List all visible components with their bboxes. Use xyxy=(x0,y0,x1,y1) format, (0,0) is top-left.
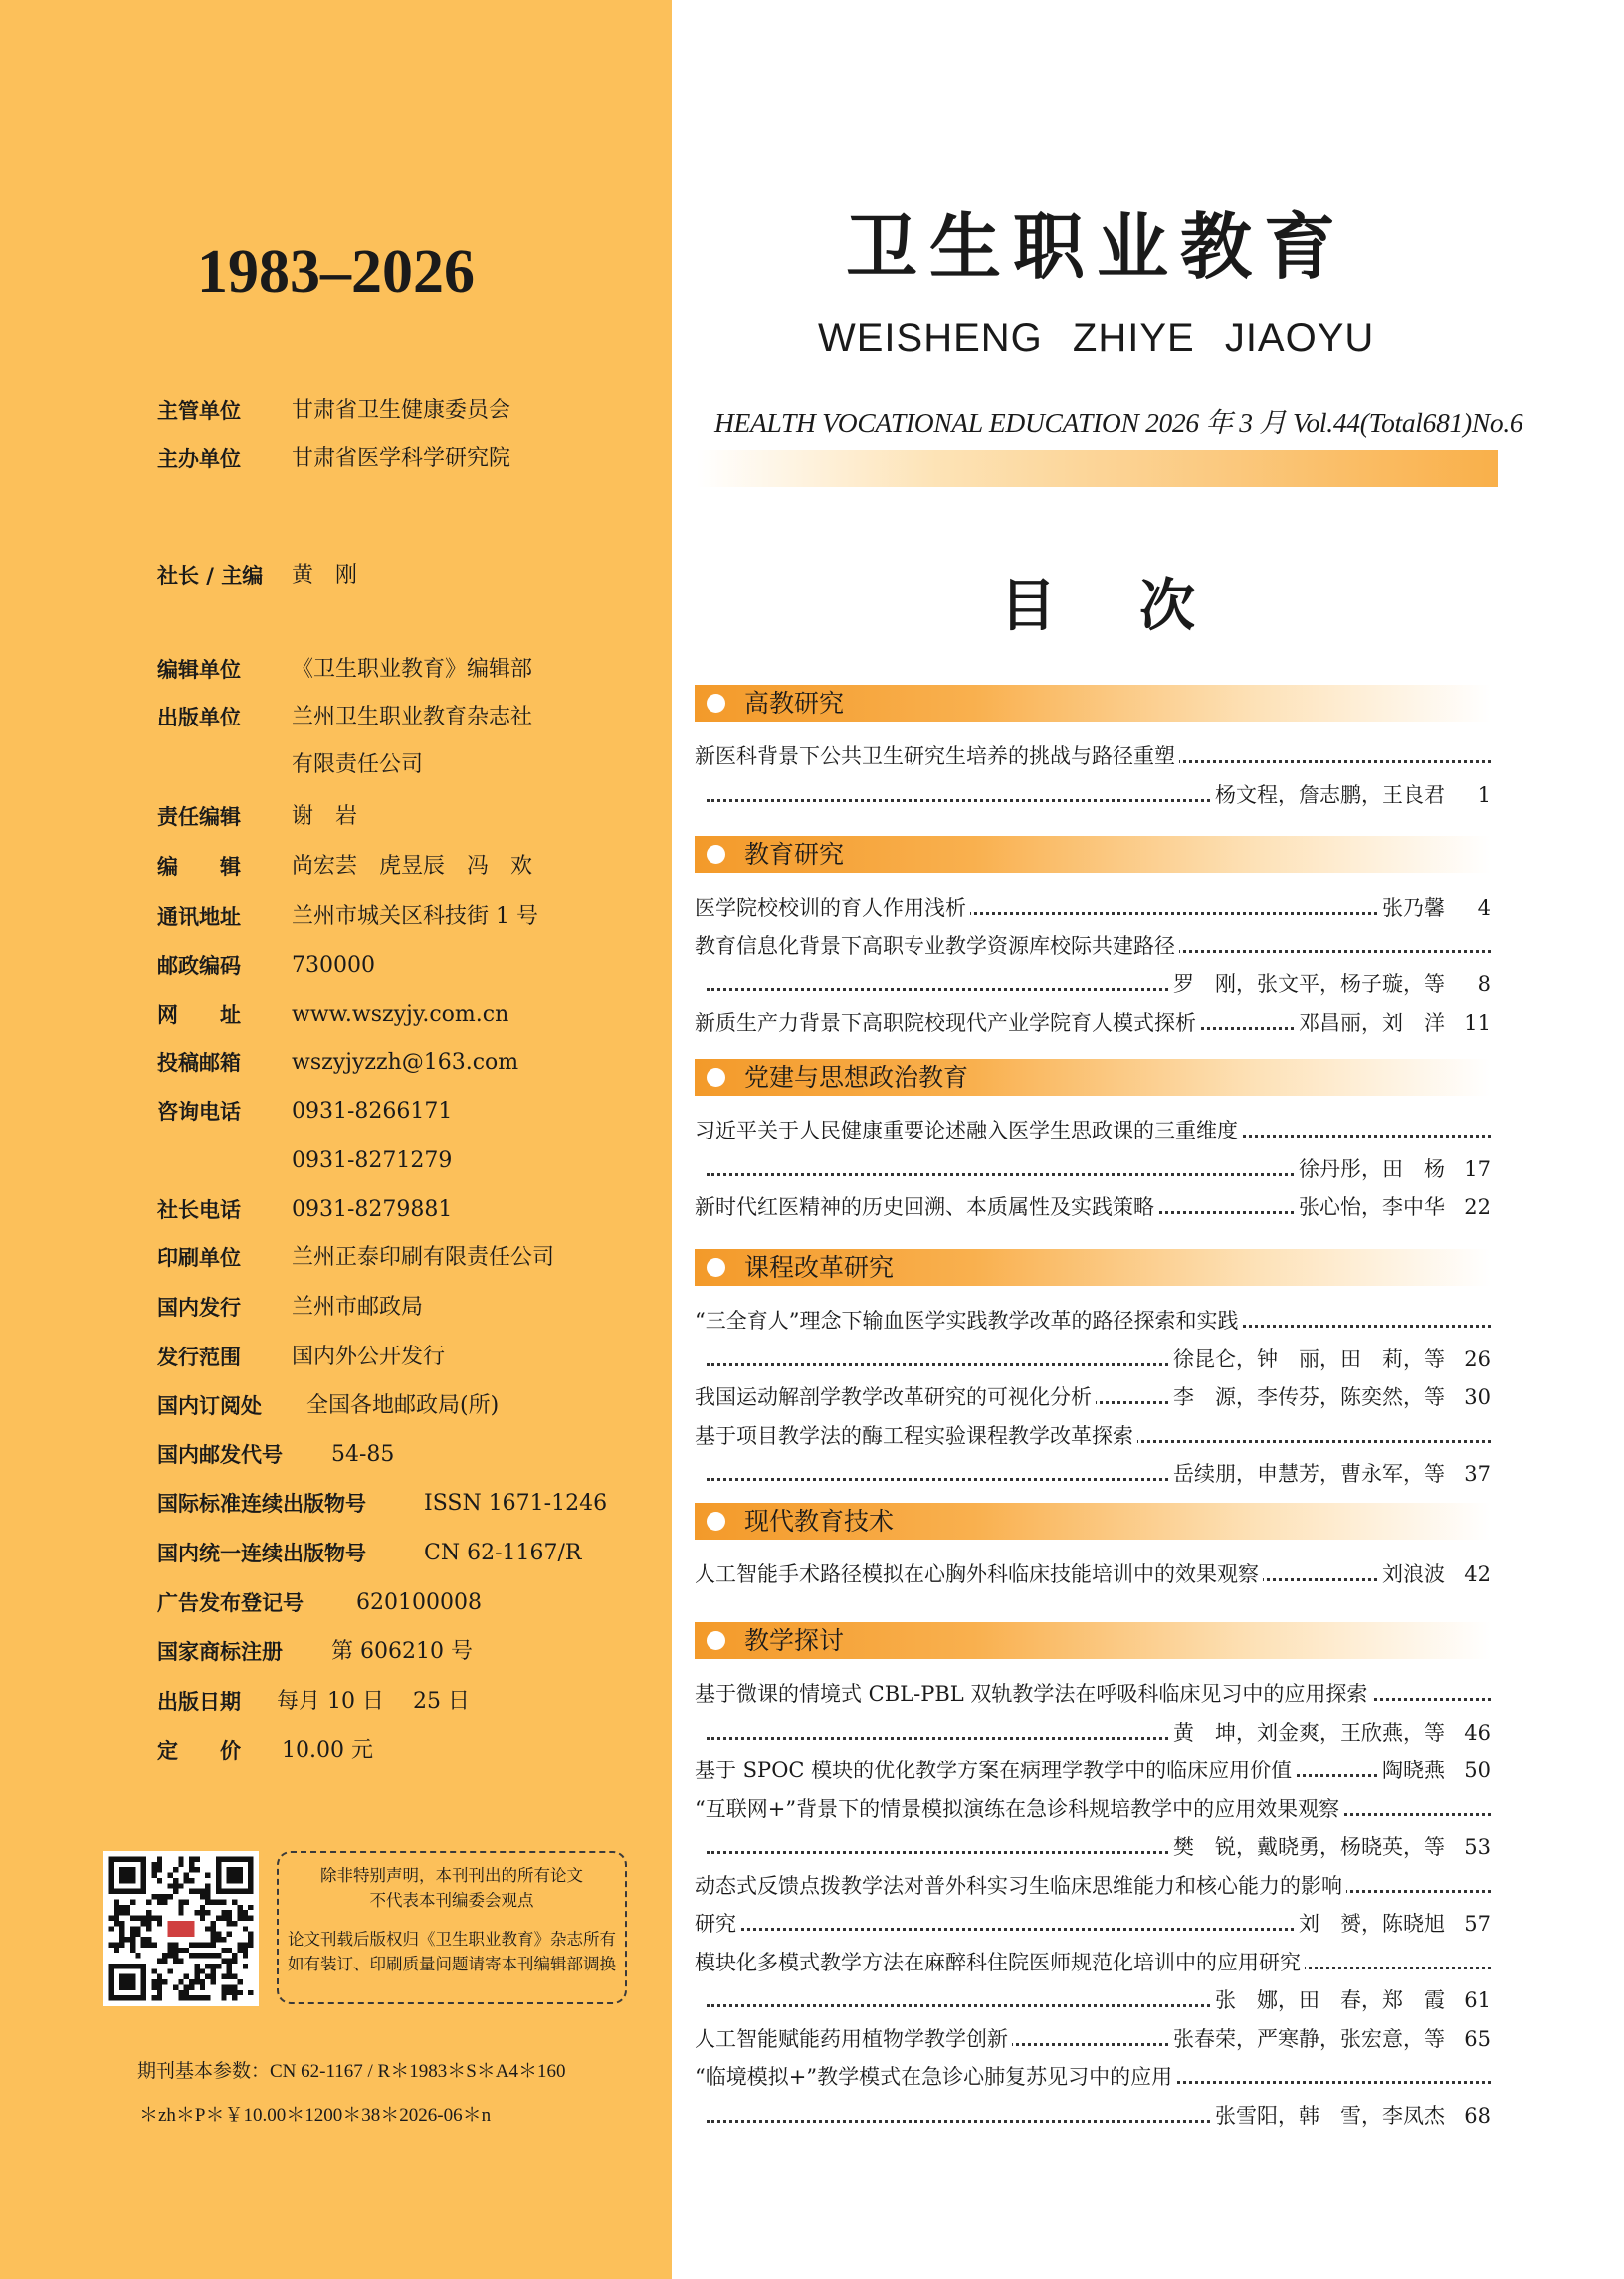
article-meta xyxy=(1169,1380,1491,1414)
toc-heading: 目次 xyxy=(1000,574,1279,639)
article-authors: 徐丹彤，田 杨 xyxy=(1299,1156,1445,1181)
toc-entry-line[interactable] xyxy=(695,930,1491,963)
toc-section-title: 现代教育技术 xyxy=(744,1507,895,1536)
journal-title: 卫生职业教育 xyxy=(846,205,1348,289)
article-authors: 徐昆仑，钟 丽，田 莉，等 xyxy=(1173,1347,1445,1371)
page-number: 57 xyxy=(1464,1912,1491,1936)
toc-entry-line[interactable] xyxy=(695,1006,1491,1040)
article-meta xyxy=(1169,2022,1491,2056)
params-line: 期刊基本参数：CN 62-1167 / R＊1983＊S＊A4＊160 xyxy=(137,2061,566,2082)
journal-title-pinyin: WEISHENG ZHIYE JIAOYU xyxy=(818,316,1375,360)
toc-entry-line[interactable] xyxy=(695,778,1491,812)
info-value: 54-85 xyxy=(331,1442,395,1467)
notice-line: 除非特别声明，本刊刊出的所有论文 xyxy=(320,1866,583,1885)
article-title: 基于微课的情境式 CBL-PBL 双轨教学法在呼吸科临床见习中的应用探索 xyxy=(695,1677,1371,1711)
article-authors: 黄 坤，刘金爽，王欣燕，等 xyxy=(1173,1720,1445,1745)
info-value: 0931-8271279 xyxy=(292,1148,453,1173)
info-value: 兰州市邮政局 xyxy=(292,1295,424,1320)
info-value: 甘肃省卫生健康委员会 xyxy=(292,398,511,423)
toc-entry-line[interactable] xyxy=(695,1457,1491,1491)
info-label: 国内统一连续出版物号 xyxy=(157,1542,366,1565)
info-value: www.wszyjy.com.cn xyxy=(292,1002,509,1027)
info-value: 国内外公开发行 xyxy=(292,1345,446,1369)
article-meta xyxy=(1295,1190,1491,1224)
article-meta xyxy=(1169,1457,1491,1491)
article-meta xyxy=(1211,2099,1491,2133)
qr-code-image xyxy=(103,1851,259,2006)
info-value: CN 62-1167/R xyxy=(424,1541,582,1565)
toc-entry-line[interactable] xyxy=(695,1907,1491,1941)
page-number: 17 xyxy=(1464,1156,1491,1181)
article-meta xyxy=(1169,1343,1491,1376)
article-title: 医学院校校训的育人作用浅析 xyxy=(695,891,970,925)
toc-entry-line[interactable] xyxy=(695,1152,1491,1186)
bullet-dot-icon xyxy=(707,1258,725,1277)
info-value: 兰州市城关区科技街 1 号 xyxy=(292,904,538,929)
article-title: 动态式反馈点拨教学法对普外科实习生临床思维能力和核心能力的影响 xyxy=(695,1869,1346,1903)
article-meta xyxy=(1169,1830,1491,1864)
info-label: 编辑单位 xyxy=(157,658,241,682)
article-title: 新质生产力背景下高职院校现代产业学院育人模式探析 xyxy=(695,1006,1200,1040)
page-number: 11 xyxy=(1464,1010,1491,1035)
article-meta xyxy=(1378,891,1491,925)
article-title: “互联网+”背景下的情景模拟演练在急诊科规培教学中的应用效果观察 xyxy=(695,1792,1343,1826)
article-authors: 陶晓燕 xyxy=(1382,1759,1445,1782)
toc-section-title: 高教研究 xyxy=(744,689,845,718)
info-label: 定 价 xyxy=(157,1739,241,1762)
copyright-notice xyxy=(277,1851,627,2004)
info-value: wszyjyzzh@163.com xyxy=(292,1050,519,1075)
page-number: 53 xyxy=(1464,1835,1491,1859)
article-authors: 杨文程，詹志鹏，王良君 xyxy=(1215,782,1445,807)
article-title: 新医科背景下公共卫生研究生培养的挑战与路径重塑 xyxy=(695,739,1179,773)
notice-line: 不代表本刊编委会观点 xyxy=(369,1891,534,1910)
toc-entry-line[interactable] xyxy=(695,2022,1491,2056)
toc-entry-line[interactable] xyxy=(695,2060,1491,2094)
toc-section-header xyxy=(695,1622,1491,1659)
article-authors: 张 娜，田 春，郑 霞 xyxy=(1215,1988,1445,2012)
page-number: 42 xyxy=(1464,1562,1491,1586)
article-authors: 刘 赟，陈晓旭 xyxy=(1299,1912,1445,1936)
toc-section-header xyxy=(695,1249,1491,1286)
toc-section-title: 教育研究 xyxy=(744,840,845,869)
toc-entry-line[interactable] xyxy=(695,1419,1491,1453)
info-value: 《卫生职业教育》编辑部 xyxy=(292,657,533,682)
toc-entry-line[interactable] xyxy=(695,1304,1491,1338)
info-value: 甘肃省医学科学研究院 xyxy=(292,446,511,471)
toc-entry-line[interactable] xyxy=(695,1792,1491,1826)
article-authors: 张雪阳，韩 雪，李凤杰 xyxy=(1215,2103,1445,2128)
page-number: 4 xyxy=(1477,896,1491,920)
info-value: ISSN 1671-1246 xyxy=(424,1491,608,1516)
toc-section-title: 教学探讨 xyxy=(744,1626,845,1655)
bullet-dot-icon xyxy=(707,694,725,713)
article-authors: 罗 刚，张文平，杨子璇，等 xyxy=(1173,972,1445,996)
toc-section-title: 课程改革研究 xyxy=(744,1253,895,1282)
toc-section-header xyxy=(695,685,1491,722)
article-meta xyxy=(1169,1716,1491,1750)
info-value: 全国各地邮政局(所) xyxy=(306,1393,500,1418)
info-value: 730000 xyxy=(292,953,375,978)
toc-section-header xyxy=(695,836,1491,873)
info-label: 通讯地址 xyxy=(157,905,241,929)
toc-entry-line[interactable] xyxy=(695,1869,1491,1903)
info-label: 咨询电话 xyxy=(157,1100,241,1124)
toc-entry-line[interactable] xyxy=(695,1716,1491,1750)
article-title: 基于项目教学法的酶工程实验课程教学改革探索 xyxy=(695,1419,1137,1453)
bullet-dot-icon xyxy=(707,1068,725,1087)
info-value: 兰州正泰印刷有限责任公司 xyxy=(292,1245,555,1270)
article-title: 习近平关于人民健康重要论述融入医学生思政课的三重维度 xyxy=(695,1114,1242,1147)
article-meta xyxy=(1378,1557,1491,1591)
info-value: 兰州卫生职业教育杂志社 xyxy=(292,705,533,729)
info-value: 每月 10 日 25 日 xyxy=(277,1689,470,1714)
toc-entry-line[interactable] xyxy=(695,1983,1491,2017)
article-title: “临境模拟+”教学模式在急诊心肺复苏见习中的应用 xyxy=(695,2060,1176,2094)
info-label: 网 址 xyxy=(157,1003,241,1027)
article-title: 人工智能手术路径模拟在心胸外科临床技能培训中的效果观察 xyxy=(695,1557,1263,1591)
page-number: 26 xyxy=(1464,1347,1491,1371)
page-number: 1 xyxy=(1477,782,1491,807)
toc-section-header xyxy=(695,1059,1491,1096)
article-meta xyxy=(1169,967,1491,1001)
toc-entry-line[interactable] xyxy=(695,1380,1491,1414)
article-authors: 张乃馨 xyxy=(1382,896,1445,920)
page-number: 61 xyxy=(1464,1988,1491,2012)
info-value: 第 606210 号 xyxy=(331,1639,473,1664)
toc-entry-line[interactable] xyxy=(695,2099,1491,2133)
info-label: 出版日期 xyxy=(157,1690,241,1714)
toc-entry-line[interactable] xyxy=(695,739,1491,773)
bullet-dot-icon xyxy=(707,1631,725,1650)
article-title: 研究 xyxy=(695,1907,740,1941)
page-number: 68 xyxy=(1464,2103,1491,2128)
page-number: 30 xyxy=(1464,1385,1491,1409)
article-title: 人工智能赋能药用植物学教学创新 xyxy=(695,2022,1012,2056)
page-number: 50 xyxy=(1464,1759,1491,1782)
bullet-dot-icon xyxy=(707,845,725,864)
toc-entry-line[interactable] xyxy=(695,1114,1491,1147)
info-value: 尚宏芸 虎昱辰 冯 欢 xyxy=(292,854,533,879)
toc-entry-line[interactable] xyxy=(695,1754,1491,1787)
toc-entry-line[interactable] xyxy=(695,1830,1491,1864)
info-value: 谢 岩 xyxy=(292,804,358,829)
article-authors: 李 源，李传芬，陈奕然，等 xyxy=(1173,1385,1445,1409)
page-number: 37 xyxy=(1464,1462,1491,1486)
page-number: 22 xyxy=(1464,1195,1491,1219)
info-label: 社长 / 主编 xyxy=(157,564,264,588)
page-number: 8 xyxy=(1477,972,1491,996)
toc-entry-line[interactable] xyxy=(695,1677,1491,1711)
info-label: 国家商标注册 xyxy=(157,1640,283,1664)
toc-entry-line[interactable] xyxy=(695,967,1491,1001)
toc-entry-line[interactable] xyxy=(695,891,1491,925)
toc-entry-line[interactable] xyxy=(695,1190,1491,1224)
info-value: 有限责任公司 xyxy=(292,752,424,777)
info-label: 社长电话 xyxy=(157,1198,241,1222)
article-title: 新时代红医精神的历史回溯、本质属性及实践策略 xyxy=(695,1190,1158,1224)
publication-years: 1983–2026 xyxy=(197,238,475,306)
article-meta xyxy=(1295,1907,1491,1941)
article-meta xyxy=(1295,1152,1491,1186)
toc-entry-line[interactable] xyxy=(695,1557,1491,1591)
article-authors: 张心怡，李中华 xyxy=(1299,1195,1445,1219)
page-number: 46 xyxy=(1464,1720,1491,1745)
header-rule-bar xyxy=(697,450,1498,487)
info-sidebar xyxy=(0,0,672,2279)
info-label: 发行范围 xyxy=(157,1346,241,1369)
toc-section-title: 党建与思想政治教育 xyxy=(744,1063,969,1092)
info-value: 0931-8266171 xyxy=(292,1099,453,1124)
info-label: 国际标准连续出版物号 xyxy=(157,1492,366,1516)
toc-section-header xyxy=(695,1503,1491,1540)
info-label: 编 辑 xyxy=(157,855,241,879)
info-label: 出版单位 xyxy=(157,706,241,729)
info-value: 10.00 元 xyxy=(282,1738,373,1762)
info-label: 邮政编码 xyxy=(157,954,241,978)
journal-parameters xyxy=(137,2050,566,2138)
info-value: 黄 刚 xyxy=(292,563,358,588)
article-title: 教育信息化背景下高职专业教学资源库校际共建路径 xyxy=(695,930,1179,963)
info-label: 国内邮发代号 xyxy=(157,1443,283,1467)
info-label: 国内发行 xyxy=(157,1296,241,1320)
article-authors: 邓昌丽，刘 洋 xyxy=(1299,1010,1445,1035)
article-title: 模块化多模式教学方法在麻醉科住院医师规范化培训中的应用研究 xyxy=(695,1946,1305,1979)
toc-entry-line[interactable] xyxy=(695,1343,1491,1376)
article-title: 我国运动解剖学教学改革研究的可视化分析 xyxy=(695,1380,1096,1414)
info-label: 主管单位 xyxy=(157,399,241,423)
notice-line: 如有装订、印刷质量问题请寄本刊编辑部调换 xyxy=(288,1955,616,1973)
article-authors: 樊 锐，戴晓勇，杨晓英，等 xyxy=(1173,1835,1445,1859)
params-line: ＊zh＊P＊￥10.00＊1200＊38＊2026-06＊n xyxy=(139,2105,492,2126)
info-label: 广告发布登记号 xyxy=(157,1591,304,1615)
article-meta xyxy=(1211,778,1491,812)
article-authors: 刘浪波 xyxy=(1382,1562,1445,1586)
info-value: 0931-8279881 xyxy=(292,1197,453,1222)
info-label: 印刷单位 xyxy=(157,1246,241,1270)
article-title: “三全育人”理念下输血医学实践教学改革的路径探索和实践 xyxy=(695,1304,1242,1338)
issue-info: HEALTH VOCATIONAL EDUCATION 2026 年 3 月 Vol.44(Total681)No.6 xyxy=(714,407,1523,438)
info-label: 主办单位 xyxy=(157,447,241,471)
page-number: 65 xyxy=(1464,2026,1491,2051)
toc-entry-line[interactable] xyxy=(695,1946,1491,1979)
article-meta xyxy=(1211,1983,1491,2017)
notice-line: 论文刊载后版权归《卫生职业教育》杂志所有 xyxy=(288,1930,616,1949)
info-label: 投稿邮箱 xyxy=(157,1051,241,1075)
article-authors: 张春荣，严寒静，张宏意，等 xyxy=(1173,2026,1445,2051)
article-title: 基于 SPOC 模块的优化教学方案在病理学教学中的临床应用价值 xyxy=(695,1754,1296,1787)
article-authors: 岳续朋，申慧芳，曹永军，等 xyxy=(1173,1462,1445,1486)
info-value: 620100008 xyxy=(356,1590,482,1615)
bullet-dot-icon xyxy=(707,1512,725,1531)
article-meta xyxy=(1295,1006,1491,1040)
info-label: 国内订阅处 xyxy=(157,1394,262,1418)
info-label: 责任编辑 xyxy=(157,805,241,829)
article-meta xyxy=(1378,1754,1491,1787)
